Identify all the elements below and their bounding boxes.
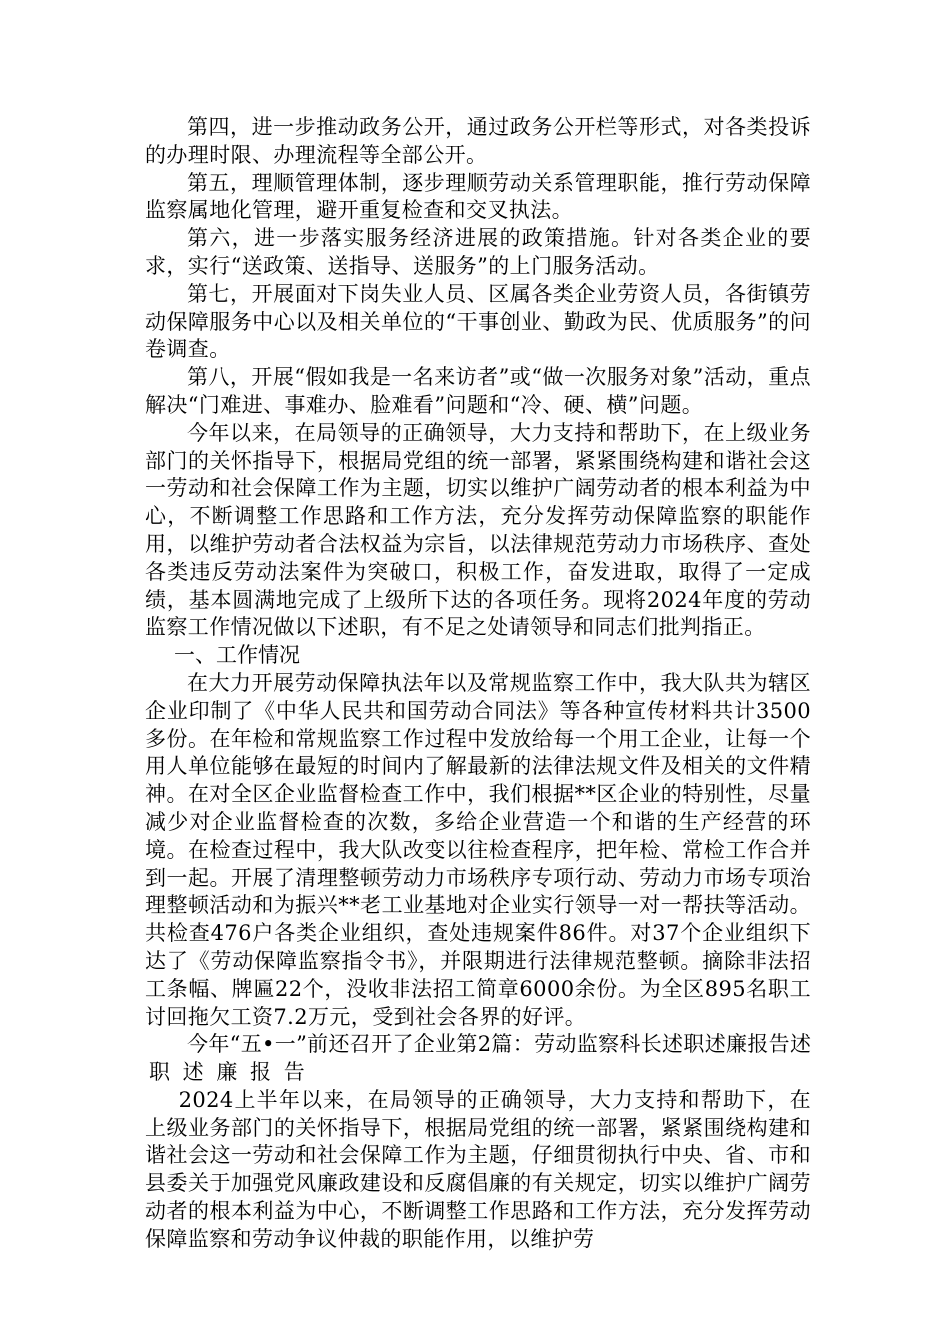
- section-heading: 一、工作情况: [174, 643, 300, 668]
- paragraph-fifth: 第五，理顺管理体制，逐步理顺劳动关系管理职能，推行劳动保障监察属地化管理，避开重复检查和交叉执法。: [145, 170, 811, 223]
- paragraph-first-half-report: 2024上半年以来，在局领导的正确领导，大力支持和帮助下，在上级业务部门的关怀指导下，根据局党组的统一部署，紧紧围绕构建和谐社会这一劳动和社会保障工作为主题，仔细贯彻执行中央、省、市和县委关于加强党风廉政建设和反腐倡廉的有关规定，切实以维护广阔劳动者的根本利益为中心，不断调整工作思路和工作方法，充分发挥劳动保障监察和劳动争议仲裁的职能作用，以维护劳: [145, 1087, 811, 1251]
- paragraph-fourth: 第四，进一步推动政务公开，通过政务公开栏等形式，对各类投诉的办理时限、办理流程等全部公开。: [145, 115, 811, 167]
- paragraph-eighth: 第八，开展“假如我是一名来访者”或“做一次服务对象”活动，重点解决“门难进、事难办、脸难看”问题和“冷、硬、横”问题。: [145, 365, 811, 417]
- paragraph-annual-summary: 今年以来，在局领导的正确领导，大力支持和帮助下，在上级业务部门的关怀指导下，根据局党组的统一部署，紧紧围绕构建和谐社会这一劳动和社会保障工作为主题，切实以维护广阔劳动者的根本利益为中心，不断调整工作思路和工作方法，充分发挥劳动保障监察的职能作用，以维护劳动者合法权益为宗旨，以法律规范劳动力市场秩序、查处各类违反劳动法案件为突破口，积极工作，奋发进取，取得了一定成绩，基本圆满地完成了上级所下达的各项任务。现将2024年度的劳动监察工作情况做以下述职，有不足之处请领导和同志们批判指正。: [145, 420, 811, 640]
- transition-text: 今年“五•一”前还召开了企业第2篇：劳动监察科长述职述廉报告述: [187, 1032, 811, 1057]
- paragraph-seventh: 第七，开展面对下岗失业人员、区属各类企业劳资人员，各街镇劳动保障服务中心以及相关单位的“干事创业、勤政为民、优质服务”的问卷调查。: [145, 281, 811, 362]
- transition-line: [145, 1031, 811, 1087]
- paragraph-work-situation: 在大力开展劳动保障执法年以及常规监察工作中，我大队共为辖区企业印制了《中华人民共和国劳动合同法》等各种宣传材料共计3500多份。在年检和常规监察工作过程中发放给每一个用工企业，让每一个用人单位能够在最短的时间内了解最新的法律法规文件及相关的文件精神。在对全区企业监督检查工作中，我们根据**区企业的特别性，尽量减少对企业监督检查的次数，多给企业营造一个和谐的生产经营的环境。在检查过程中，我大队改变以往检查程序，把年检、常检工作合并到一起。开展了清理整顿劳动力市场秩序专项行动、劳动力市场专项治理整顿活动和为振兴**老工业基地对企业实行领导一对一帮扶等活动。共检查476户各类企业组织，查处违规案件86件。对37个企业组织下达了《劳动保障监察指令书》，并限期进行法律规范整顿。摘除非法招工条幅、牌匾22个，没收非法招工简章6000余份。为全区895名职工讨回拖欠工资7.2万元，受到社会各界的好评。: [145, 670, 811, 1029]
- document-page: [145, 114, 811, 1254]
- report-title: 职 述 廉 报 告: [149, 1060, 308, 1085]
- paragraph-sixth: 第六，进一步落实服务经济进展的政策措施。针对各类企业的要求，实行“送政策、送指导、送服务”的上门服务活动。: [145, 226, 811, 278]
